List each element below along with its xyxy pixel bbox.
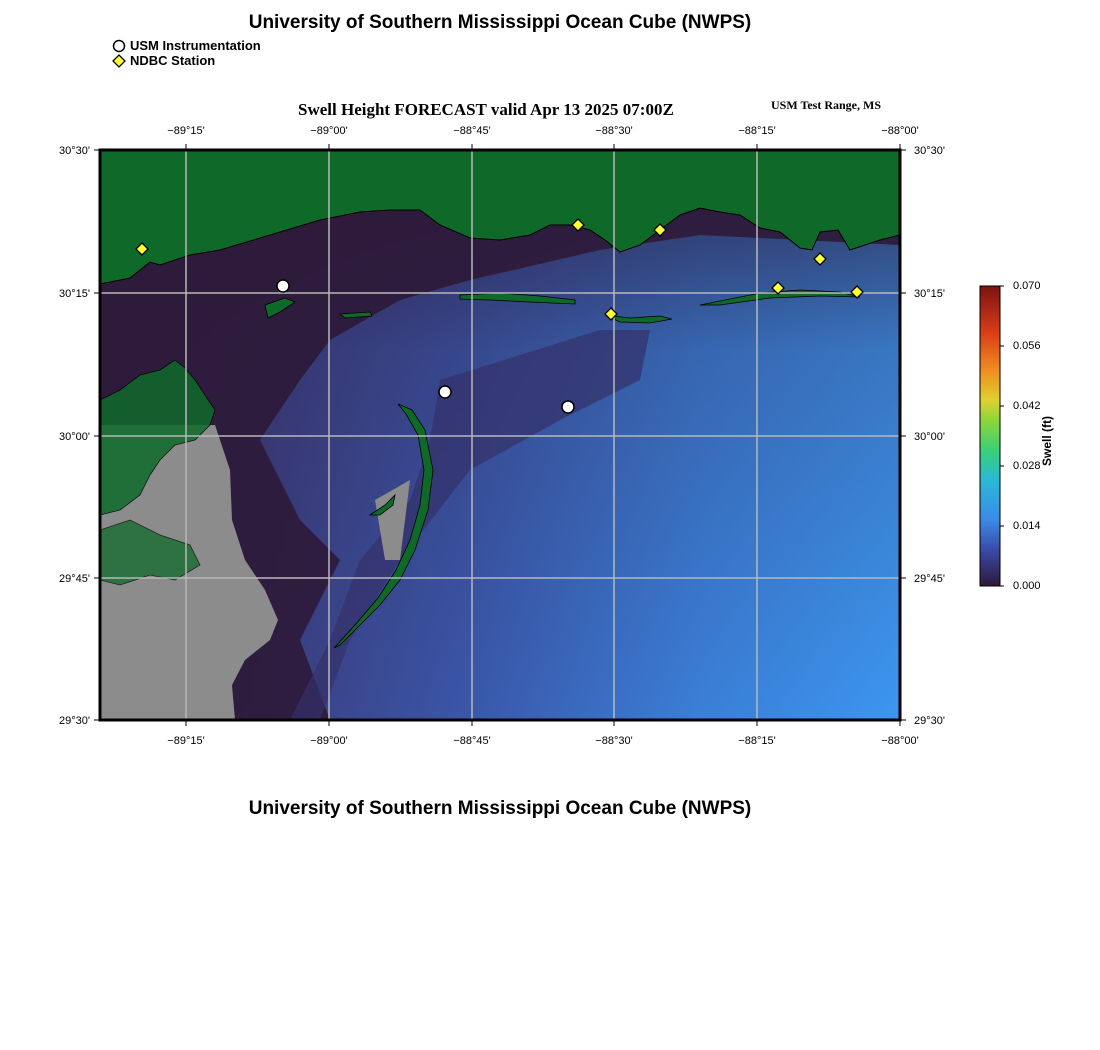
colorbar-tick-label: 0.000 — [1013, 580, 1041, 592]
colorbar-tick-label: 0.070 — [1013, 280, 1041, 292]
lat-label-right: 29°30' — [914, 715, 945, 727]
lon-label-top: −89°15' — [167, 125, 205, 137]
lat-label-left: 30°15' — [59, 288, 90, 300]
legend-usm-label: USM Instrumentation — [130, 38, 261, 53]
lon-label-bottom: −89°00' — [310, 735, 348, 747]
lon-label-bottom: −88°00' — [881, 735, 919, 747]
colorbar-title: Swell (ft) — [1040, 416, 1054, 466]
lon-label-bottom: −88°30' — [595, 735, 633, 747]
colorbar-scale — [980, 286, 1000, 586]
lon-label-top: −88°45' — [453, 125, 491, 137]
lon-label-top: −88°00' — [881, 125, 919, 137]
lat-label-right: 30°30' — [914, 145, 945, 157]
lon-label-bottom: −88°45' — [453, 735, 491, 747]
map-subtitle: Swell Height FORECAST valid Apr 13 2025 07:00Z — [298, 100, 674, 119]
legend-ndbc-label: NDBC Station — [130, 53, 216, 68]
lat-label-right: 29°45' — [914, 573, 945, 585]
lat-label-left: 30°00' — [59, 431, 90, 443]
lat-label-left: 29°45' — [59, 573, 90, 585]
region-label: USM Test Range, MS — [771, 98, 882, 112]
lon-label-bottom: −89°15' — [167, 735, 205, 747]
lon-label-top: −88°15' — [738, 125, 776, 137]
colorbar-tick-label: 0.042 — [1013, 400, 1041, 412]
lon-label-top: −88°30' — [595, 125, 633, 137]
usm-station-marker[interactable] — [277, 280, 289, 292]
lon-label-top: −89°00' — [310, 125, 348, 137]
colorbar-tick-label: 0.014 — [1013, 520, 1041, 532]
lon-label-bottom: −88°15' — [738, 735, 776, 747]
lat-label-right: 30°15' — [914, 288, 945, 300]
colorbar-tick-label: 0.028 — [1013, 460, 1041, 472]
colorbar — [975, 280, 1015, 592]
colorbar-tick-label: 0.056 — [1013, 340, 1041, 352]
usm-station-marker[interactable] — [439, 386, 451, 398]
lat-label-right: 30°00' — [914, 431, 945, 443]
lat-label-left: 29°30' — [59, 715, 90, 727]
usm-station-marker[interactable] — [562, 401, 574, 413]
lat-label-left: 30°30' — [59, 145, 90, 157]
footer-title: University of Southern Mississippi Ocean Cube (NWPS) — [248, 798, 752, 819]
page-title: University of Southern Mississippi Ocean Cube (NWPS) — [248, 12, 752, 33]
